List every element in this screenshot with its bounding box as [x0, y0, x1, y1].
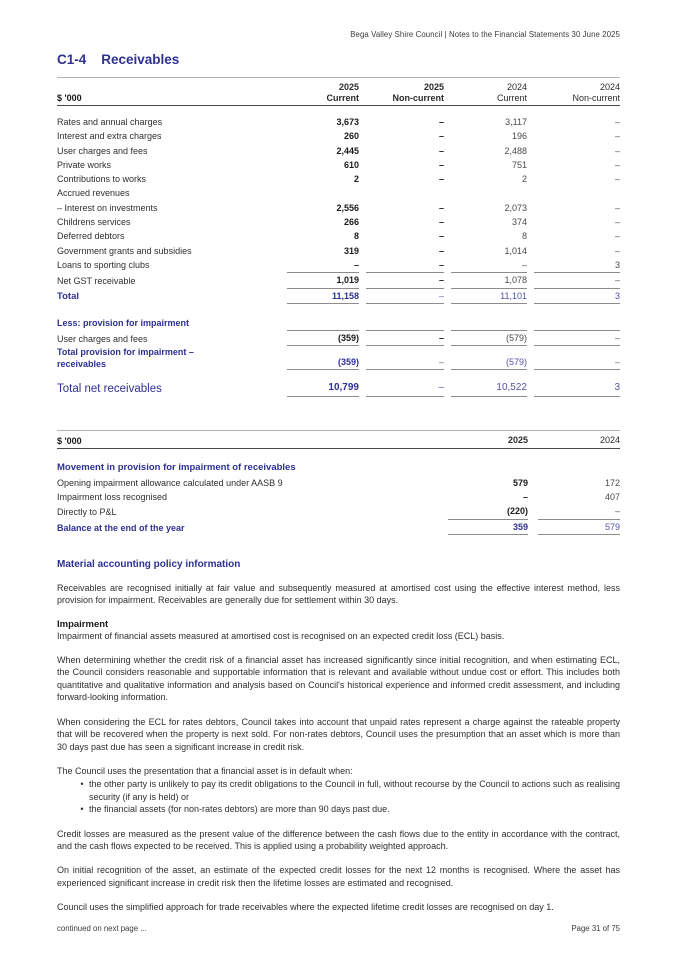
policy-paragraph: Impairment of financial assets measured at amortised cost is recognised on an expected credit loss (ECL) basis.	[57, 630, 505, 641]
col-header-2025-noncurrent: 2025 Non-current	[392, 82, 444, 103]
section-title	[57, 52, 620, 67]
table-row: Childrens services 266 – 374 –	[57, 217, 620, 228]
footer-continued-note: continued on next page ...	[57, 924, 147, 933]
list-item: • the other party is unlikely to pay its credit obligations to the Council in full, without recourse by the Council to actions such as realising security (if any is held) or	[57, 778, 620, 803]
col-header-2025-current: 2025 Current	[326, 82, 359, 103]
policy-paragraph: The Council uses the presentation that a financial asset is in default when:	[57, 765, 353, 776]
table-row: Accrued revenues	[57, 188, 130, 199]
table-row: Government grants and subsidies 319 – 1,014 –	[57, 245, 620, 256]
movement-table-header	[57, 430, 620, 449]
col-header-2025: 2025	[507, 435, 528, 446]
movement-heading: Movement in provision for impairment of receivables	[57, 461, 296, 473]
movement-table	[57, 430, 620, 535]
table-row: Deferred debtors 8 – 8 –	[57, 231, 620, 242]
page-footer	[57, 924, 620, 933]
default-criteria-list	[57, 778, 620, 815]
unit-label: $ '000	[57, 435, 82, 446]
receivables-table-body	[57, 106, 620, 304]
table-row: Contributions to works 2 – 2 –	[57, 174, 620, 185]
table-row-total: Total 11,158 – 11,101 3	[57, 289, 620, 304]
section-name: Receivables	[101, 52, 180, 67]
policy-paragraph: Credit losses are measured as the present value of the difference between the cash flows due to the entity in accordance with the contract, and the cash flows expected to be received. This is applied using a probability weighted approach.	[57, 828, 620, 851]
table-row-balance: Balance at the end of the year 359 579	[57, 520, 620, 535]
policy-heading: Material accounting policy information	[57, 558, 241, 570]
table-row: – Interest on investments 2,556 – 2,073 –	[57, 202, 620, 213]
impairment-section-heading: Less: provision for impairment	[57, 317, 190, 328]
table-row: Opening impairment allowance calculated under AASB 9 579 172	[57, 477, 620, 488]
table-row: Rates and annual charges 3,673 – 3,117 –	[57, 117, 620, 127]
policy-paragraph: On initial recognition of the asset, an estimate of the expected credit losses for the next 12 months is recognised. Where the asset has experienced significant increase in credit risk then the lifetime losses are estimated and recognised.	[57, 865, 620, 888]
table-row: Private works 610 – 751 –	[57, 159, 620, 170]
table-row-impairment-user-charges: User charges and fees (359) – (579) –	[57, 330, 620, 346]
bullet-icon: •	[80, 804, 84, 815]
impairment-subheading: Impairment	[57, 618, 109, 630]
policy-paragraph: When determining whether the credit risk of a financial asset has increased significantly since initial recognition, and when estimating ECL, the Council considers reasonable and supportable information that is relevant and available without undue cost or effort. This includes both quantitative and qualitative information and analysis based on Council's historical experience and informed credit assessment, and including forward-looking information.	[57, 655, 620, 703]
bullet-icon: •	[80, 779, 84, 790]
section-code: C1-4	[57, 52, 87, 67]
col-header-2024-current: 2024 Current	[496, 82, 527, 103]
policy-paragraph: When considering the ECL for rates debtors, Council takes into account that unpaid rates represent a charge against the rateable property that will be recovered when the property is next sold. For non-rates debtors, Council uses the presumption that an asset which is more than 30 days past due has seen a significant increase in credit risk.	[57, 716, 620, 752]
policy-paragraph: Receivables are recognised initially at fair value and subsequently measured at amortised cost using the effective interest method, less provision for impairment. Receivables are generally due for settlement within 30 days.	[57, 582, 620, 606]
list-item: • the financial assets (for non-rates debtors) are more than 90 days past due.	[57, 803, 620, 815]
policy-paragraph: Council uses the simplified approach for trade receivables where the expected lifetime credit losses are recognised on day 1.	[57, 902, 554, 913]
col-header-2024-noncurrent: 2024 Non-current	[572, 82, 620, 103]
table-row: Interest and extra charges 260 – 196 –	[57, 131, 620, 142]
table-row-net-gst: Net GST receivable 1,019 – 1,078 –	[57, 272, 620, 288]
page-header: Bega Valley Shire Council | Notes to the Financial Statements 30 June 2025	[350, 30, 620, 39]
col-header-2024: 2024	[599, 435, 620, 446]
table-row: Directly to P&L (220) –	[57, 504, 620, 519]
page-number: Page 31 of 75	[571, 924, 620, 933]
receivables-table-header	[57, 77, 620, 106]
total-provision-label: Total provision for impairment – receivables	[57, 347, 194, 369]
table-row-total-provision: Total provision for impairment – receivables (359) – (579) –	[57, 347, 620, 369]
table-row: Impairment loss recognised – 407	[57, 491, 620, 502]
unit-label: $ '000	[57, 93, 82, 103]
table-row-total-net-receivables: Total net receivables 10,799 – 10,522 3	[57, 382, 620, 396]
table-row: Loans to sporting clubs – – – 3	[57, 259, 620, 270]
table-row: User charges and fees 2,445 – 2,488 –	[57, 145, 620, 156]
